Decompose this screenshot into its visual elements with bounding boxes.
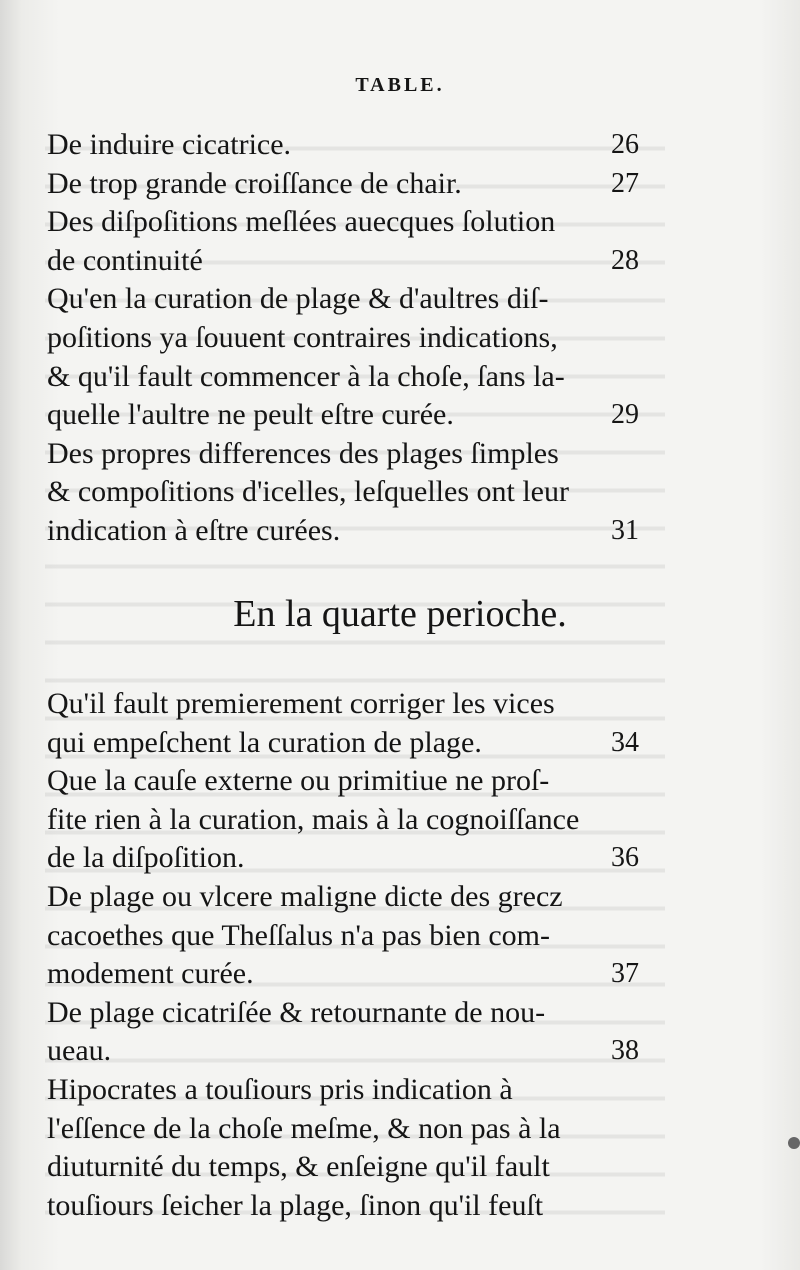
page-number: 28 xyxy=(611,244,639,276)
entry-line: modement curée. xyxy=(47,957,254,991)
section-title: En la quarte perioche. xyxy=(233,593,567,635)
page-number: 36 xyxy=(611,842,639,874)
entry-line: qui empeſchent la curation de plage. xyxy=(47,725,482,759)
entry-line: fite rien à la curation, mais à la cognoiſſance xyxy=(47,802,580,836)
entry-line: l'eſſence de la choſe meſme, & non pas à la xyxy=(47,1111,561,1145)
entry-line: Qu'en la curation de plage & d'aultres diſ- xyxy=(47,282,549,316)
entry-line: De trop grande croiſſance de chair. xyxy=(47,166,462,200)
entry-line: Hipocrates a touſiours pris indication à xyxy=(47,1072,513,1106)
entry-line: de la diſpoſition. xyxy=(47,841,245,875)
page-number: 38 xyxy=(611,1035,639,1067)
table-entry xyxy=(47,126,639,165)
entry-line: indication à eſtre curées. xyxy=(47,513,341,547)
entry-line: De induire cicatrice. xyxy=(47,128,292,161)
table-entry xyxy=(47,203,639,280)
table-entry xyxy=(47,762,639,878)
entry-line: Que la cauſe externe ou primitiue ne proſ- xyxy=(47,764,550,798)
entry-line: De plage ou vlcere maligne dicte des grecz xyxy=(47,879,563,913)
entry-line: Qu'il fault premierement corriger les vices xyxy=(47,687,555,720)
entry-line: Des diſpoſitions meſlées auecques ſolution xyxy=(47,205,556,239)
page-number: 26 xyxy=(611,129,639,160)
table-entry xyxy=(47,685,639,762)
page-number: 34 xyxy=(611,726,639,758)
table-entry xyxy=(47,165,639,204)
entry-line: touſiours ſeicher la plage, ſinon qu'il feuſt xyxy=(47,1188,544,1222)
entry-line: quelle l'aultre ne peult eſtre curée. xyxy=(47,398,454,432)
page-number: 29 xyxy=(611,399,639,431)
entry-line: cacoethes que Theſſalus n'a pas bien com- xyxy=(47,918,550,952)
table-entry xyxy=(47,435,639,551)
entry-line: & qu'il fault commencer à la choſe, ſans la- xyxy=(47,359,565,393)
entry-line: diuturnité du temps, & enſeigne qu'il fault xyxy=(47,1150,550,1184)
page-number: 37 xyxy=(611,958,639,990)
table-entry xyxy=(47,878,639,994)
table-section-2 xyxy=(47,685,639,1225)
table-entry xyxy=(47,280,639,434)
entry-line: De plage cicatriſée & retournante de nou- xyxy=(47,995,546,1029)
entry-line: Des propres differences des plages ſimples xyxy=(47,436,559,470)
page-number: 27 xyxy=(611,167,639,199)
table-entry xyxy=(47,994,639,1071)
entry-line: & compoſitions d'icelles, leſquelles ont leur xyxy=(47,475,569,509)
entry-line: poſitions ya ſouuent contraires indications, xyxy=(47,320,558,354)
entry-line: ueau. xyxy=(47,1034,112,1068)
table-section-1 xyxy=(47,126,639,551)
entry-line: de continuité xyxy=(47,243,203,277)
page-header: TABLE. xyxy=(355,74,445,96)
margin-dot xyxy=(788,1137,800,1149)
table-entry xyxy=(47,1071,639,1225)
page-number: 31 xyxy=(611,514,639,546)
